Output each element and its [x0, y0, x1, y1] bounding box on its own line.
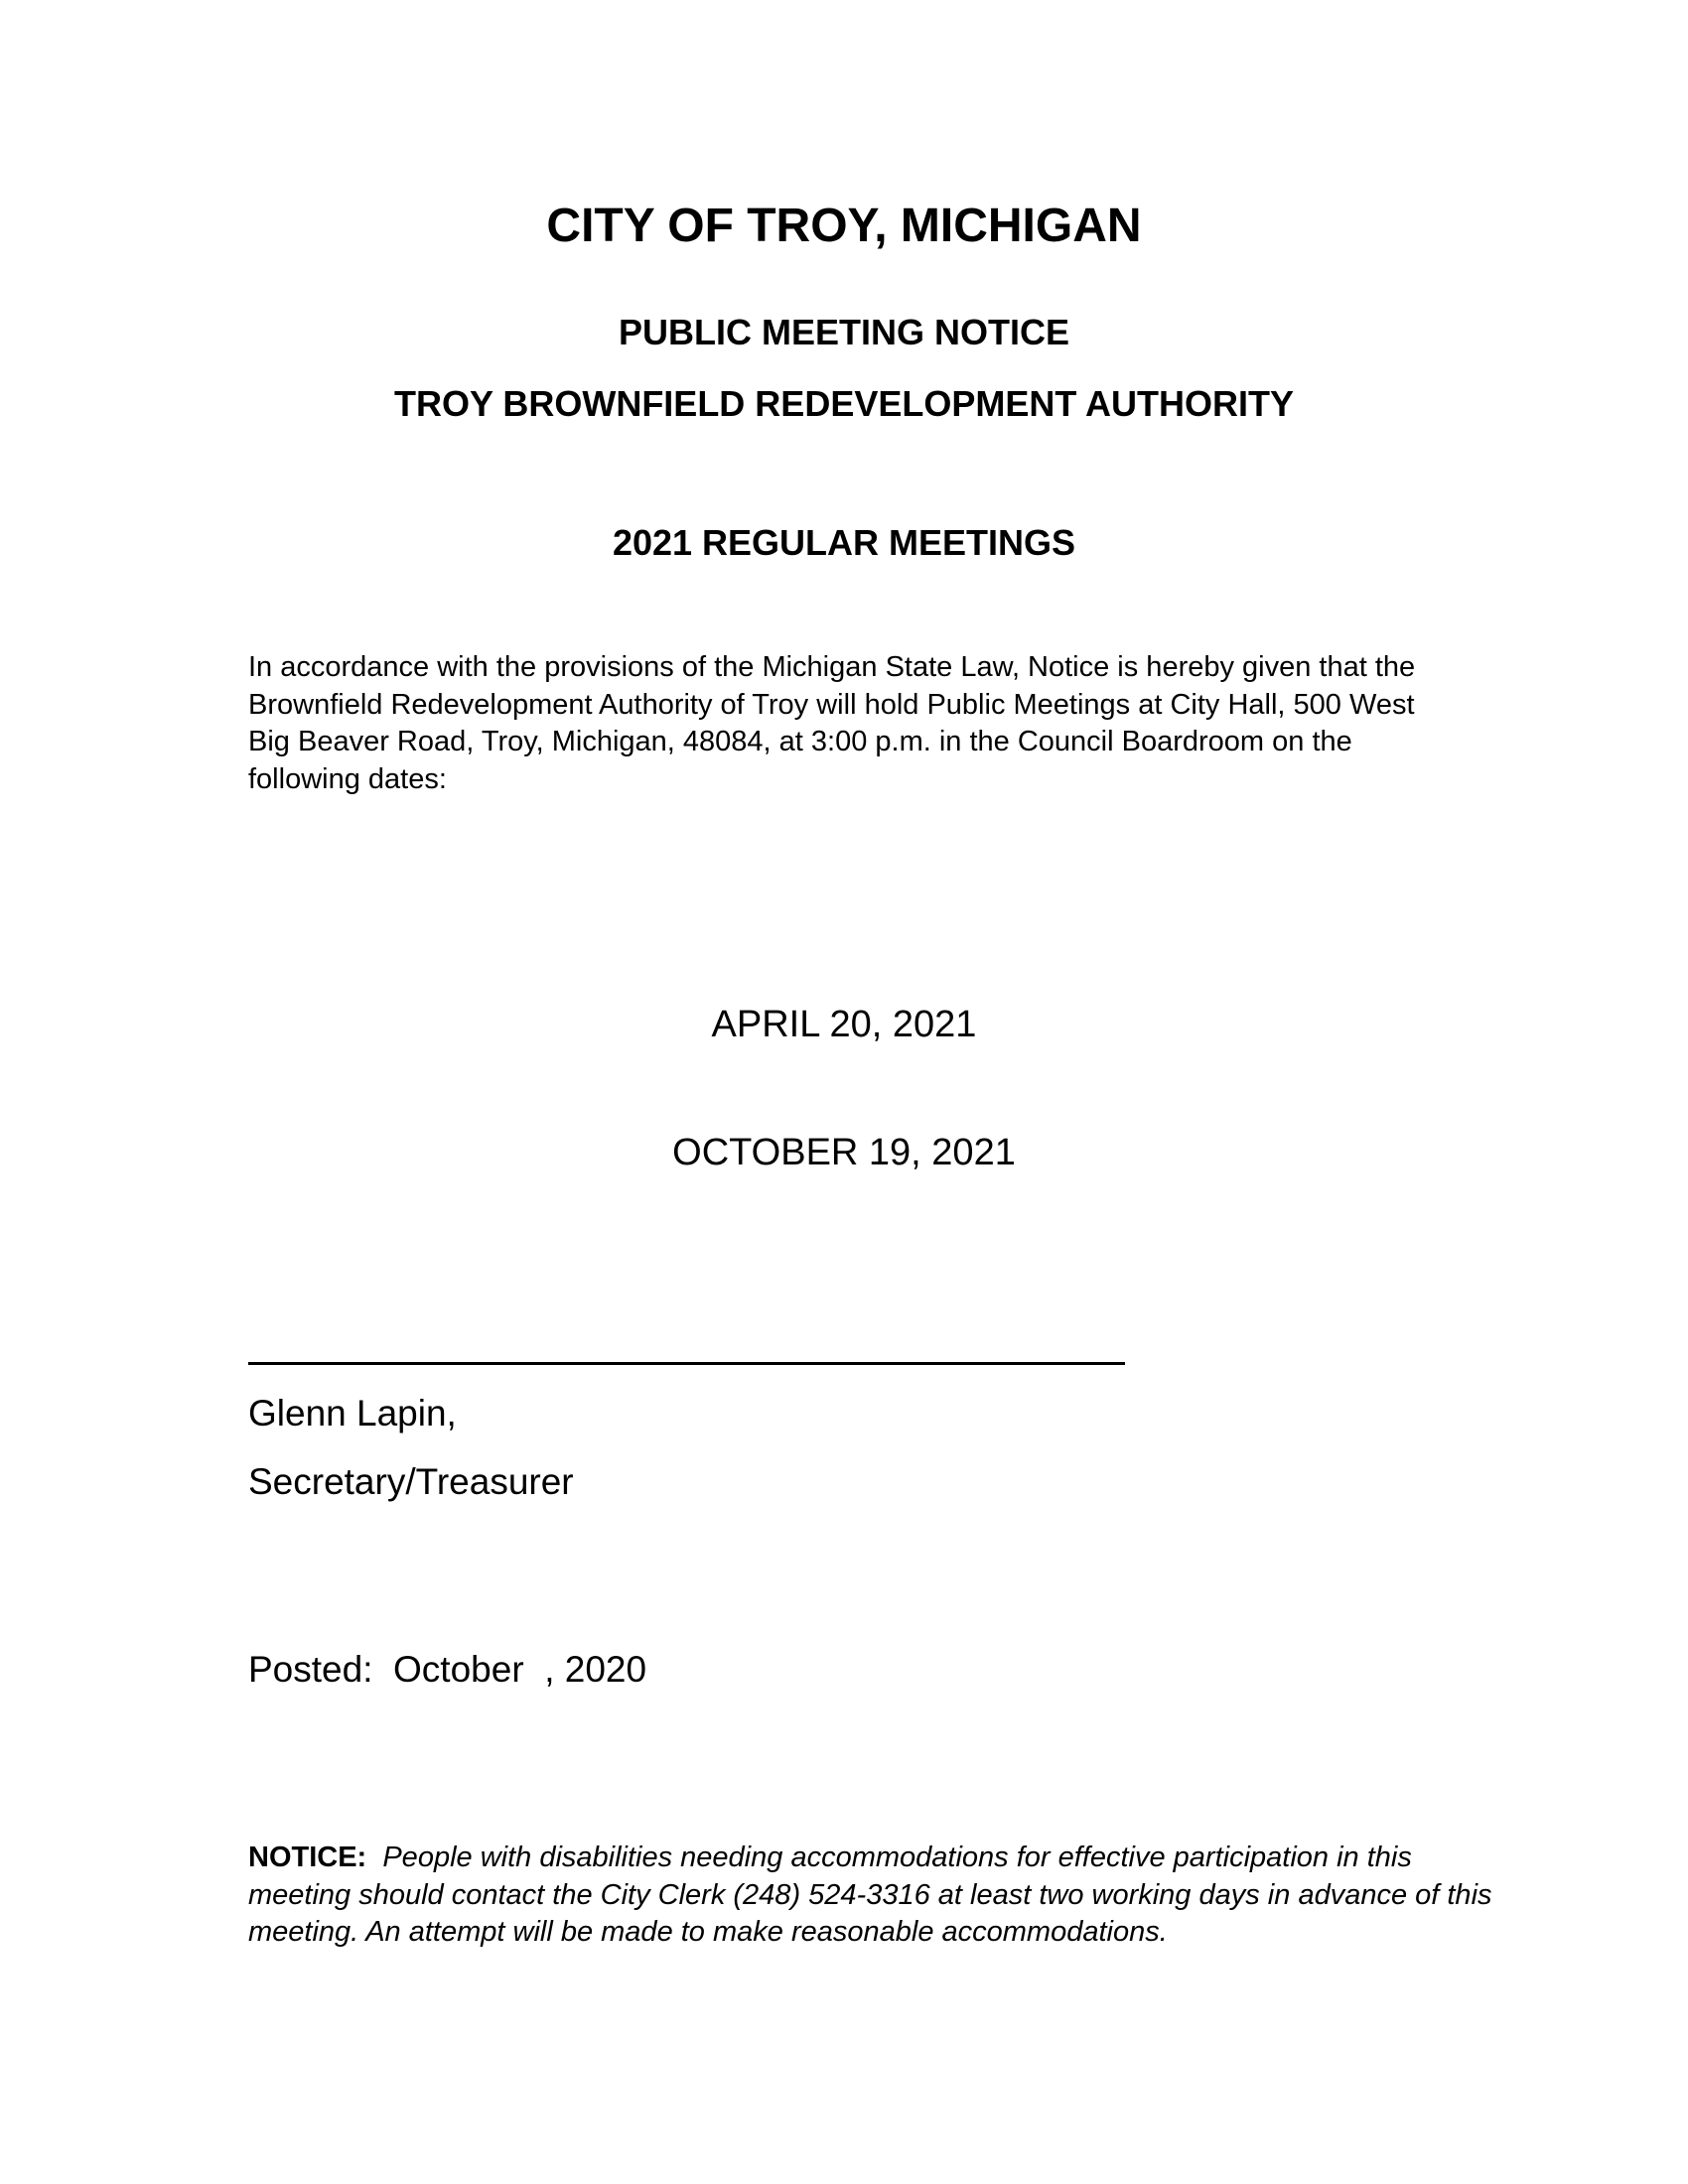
signer-name: Glenn Lapin,: [248, 1393, 457, 1433]
meeting-date-april: APRIL 20, 2021: [711, 1004, 977, 1045]
signature-line: [248, 1362, 1125, 1365]
notice-type-heading: PUBLIC MEETING NOTICE: [618, 312, 1069, 352]
signer-title: Secretary/Treasurer: [248, 1461, 574, 1502]
accessibility-notice: [248, 1840, 1499, 1952]
notice-label: NOTICE:: [248, 1842, 367, 1873]
notice-text: People with disabilities needing accommodations for effective participation in this meeting should contact the City Clerk (248) 524-3316 at least two working days in advance of this meeting. An attempt will be made to make reasonable accommodations.: [248, 1842, 1492, 1948]
posted-date: Posted: October , 2020: [248, 1649, 647, 1690]
intro-paragraph: In accordance with the provisions of the Michigan State Law, Notice is hereby given that the Brownfield Redevelopment Authority of Troy will hold Public Meetings at City Hall, 500 West Big Beaver Road, Troy, Michigan, 48084, at 3:00 p.m. in the Council Boardroom on the following dates:: [248, 651, 1416, 795]
meeting-date-october: OCTOBER 19, 2021: [672, 1132, 1016, 1173]
meetings-year-heading: 2021 REGULAR MEETINGS: [612, 522, 1076, 563]
authority-name-heading: TROY BROWNFIELD REDEVELOPMENT AUTHORITY: [393, 383, 1294, 424]
page-title: CITY OF TROY, MICHIGAN: [546, 200, 1142, 252]
